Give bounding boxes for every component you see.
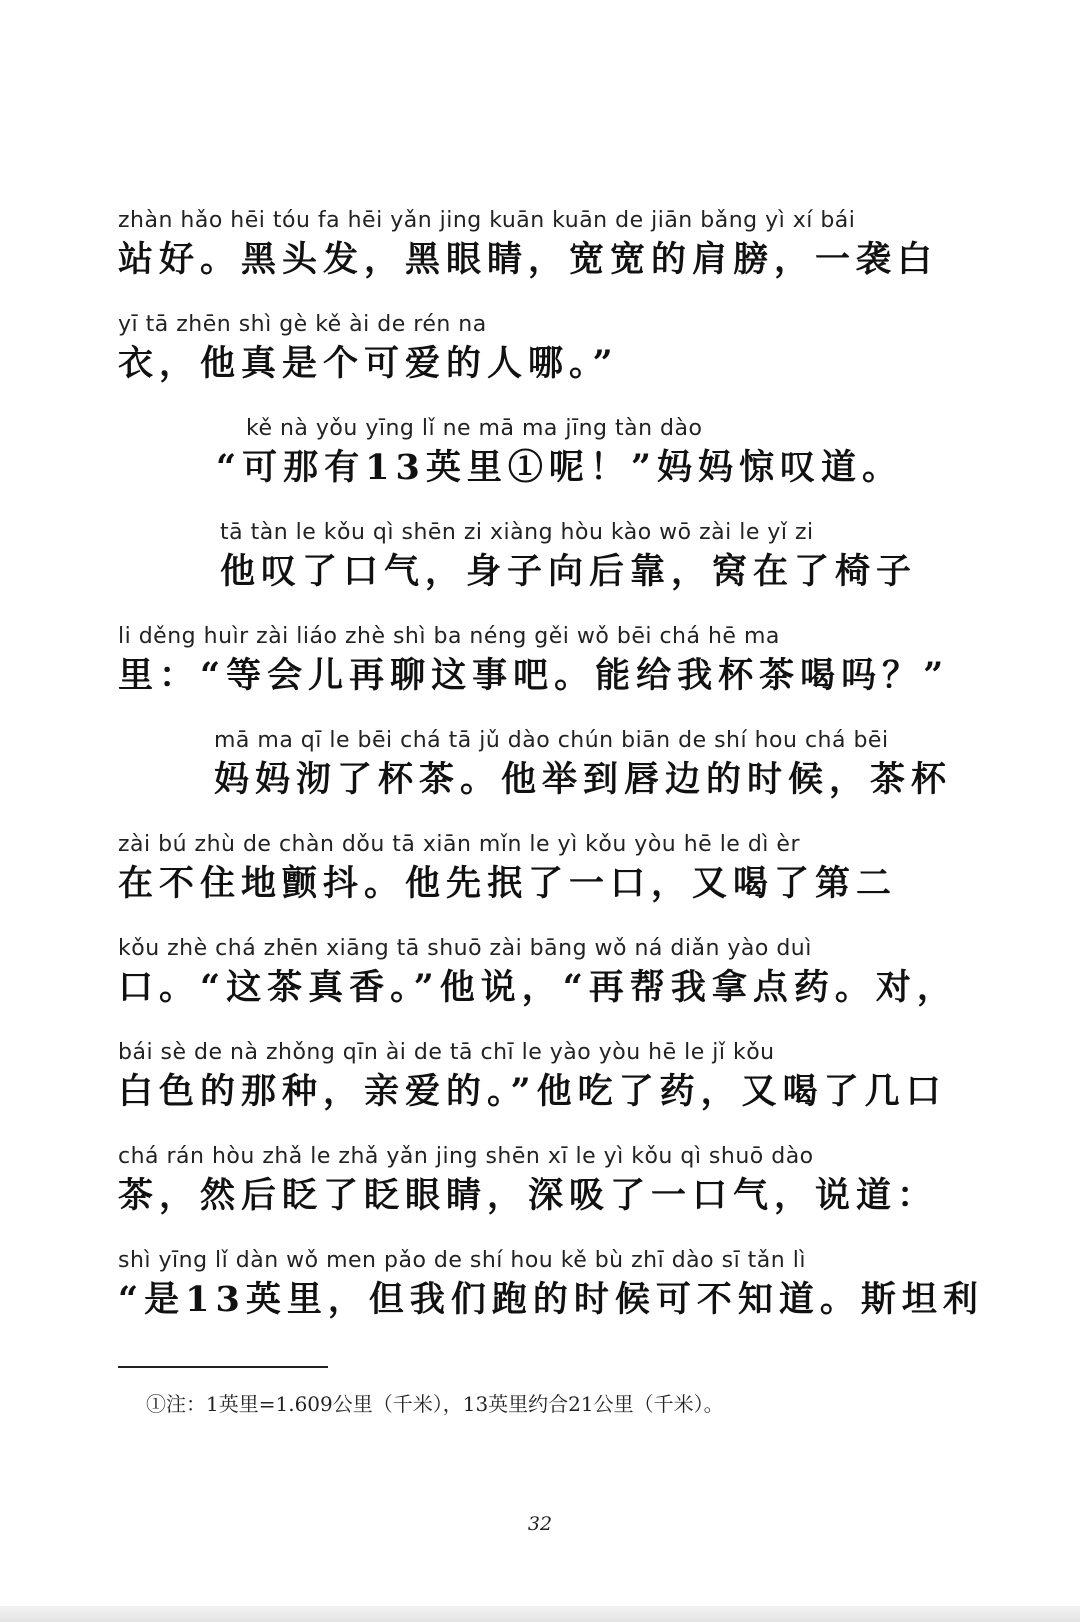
- text-line: [118, 1126, 1038, 1230]
- text-line: [118, 502, 1038, 606]
- footnote-divider: [118, 1366, 328, 1368]
- hanzi-line: 茶，然后眨了眨眼睛，深吸了一口气，说道：: [118, 1175, 939, 1216]
- text-line: [118, 814, 1038, 918]
- pinyin-line: li děng huìr zài liáo zhè shì ba néng gěi wǒ bēi chá hē ma: [118, 624, 780, 649]
- text-line: [118, 710, 1038, 814]
- hanzi-line: 站好。黑头发，黑眼睛，宽宽的肩膀，一袭白: [118, 239, 939, 280]
- hanzi-line: 里：“等会儿再聊这事吧。能给我杯茶喝吗？”: [118, 655, 950, 696]
- hanzi-line: 衣，他真是个可爱的人哪。”: [118, 343, 619, 384]
- text-line: [118, 1022, 1038, 1126]
- text-line: [118, 606, 1038, 710]
- story-text: [118, 190, 1038, 1334]
- text-line: [118, 398, 1038, 502]
- pinyin-line: mā ma qī le bēi chá tā jǔ dào chún biān de shí hou chá bēi: [214, 728, 889, 753]
- pinyin-line: shì yīng lǐ dàn wǒ men pǎo de shí hou kě bù zhī dào sī tǎn lì: [118, 1248, 806, 1273]
- hanzi-line: 在不住地颤抖。他先抿了一口，又喝了第二: [118, 863, 898, 904]
- pinyin-line: zài bú zhù de chàn dǒu tā xiān mǐn le yì kǒu yòu hē le dì èr: [118, 832, 800, 857]
- pinyin-line: yī tā zhēn shì gè kě ài de rén na: [118, 312, 487, 337]
- text-line: [118, 1230, 1038, 1334]
- pinyin-line: tā tàn le kǒu qì shēn zi xiàng hòu kào wō zài le yǐ zi: [220, 520, 814, 545]
- hanzi-line: 他叹了口气，身子向后靠，窝在了椅子: [220, 551, 918, 592]
- page-edge: [0, 1606, 1080, 1622]
- hanzi-line: 白色的那种，亲爱的。”他吃了药，又喝了几口: [118, 1071, 947, 1112]
- pinyin-line: kǒu zhè chá zhēn xiāng tā shuō zài bāng wǒ ná diǎn yào duì: [118, 936, 812, 961]
- pinyin-line: kě nà yǒu yīng lǐ ne mā ma jīng tàn dào: [246, 416, 703, 441]
- text-line: [118, 918, 1038, 1022]
- hanzi-line: “可那有13英里①呢！”妈妈惊叹道。: [216, 447, 903, 488]
- pinyin-line: chá rán hòu zhǎ le zhǎ yǎn jing shēn xī le yì kǒu qì shuō dào: [118, 1144, 814, 1169]
- text-line: [118, 294, 1038, 398]
- hanzi-line: 妈妈沏了杯茶。他举到唇边的时候，茶杯: [214, 759, 953, 800]
- page-number: 32: [527, 1513, 553, 1535]
- hanzi-line: “是13英里，但我们跑的时候可不知道。斯坦利: [118, 1279, 984, 1320]
- hanzi-line: 口。“这茶真香。”他说，“再帮我拿点药。对，: [118, 967, 958, 1008]
- pinyin-line: zhàn hǎo hēi tóu fa hēi yǎn jing kuān kuān de jiān bǎng yì xí bái: [118, 208, 856, 233]
- footnote: ①注：1英里=1.609公里（千米），13英里约合21公里（千米）。: [146, 1392, 724, 1416]
- text-line: [118, 190, 1038, 294]
- pinyin-line: bái sè de nà zhǒng qīn ài de tā chī le yào yòu hē le jǐ kǒu: [118, 1040, 775, 1065]
